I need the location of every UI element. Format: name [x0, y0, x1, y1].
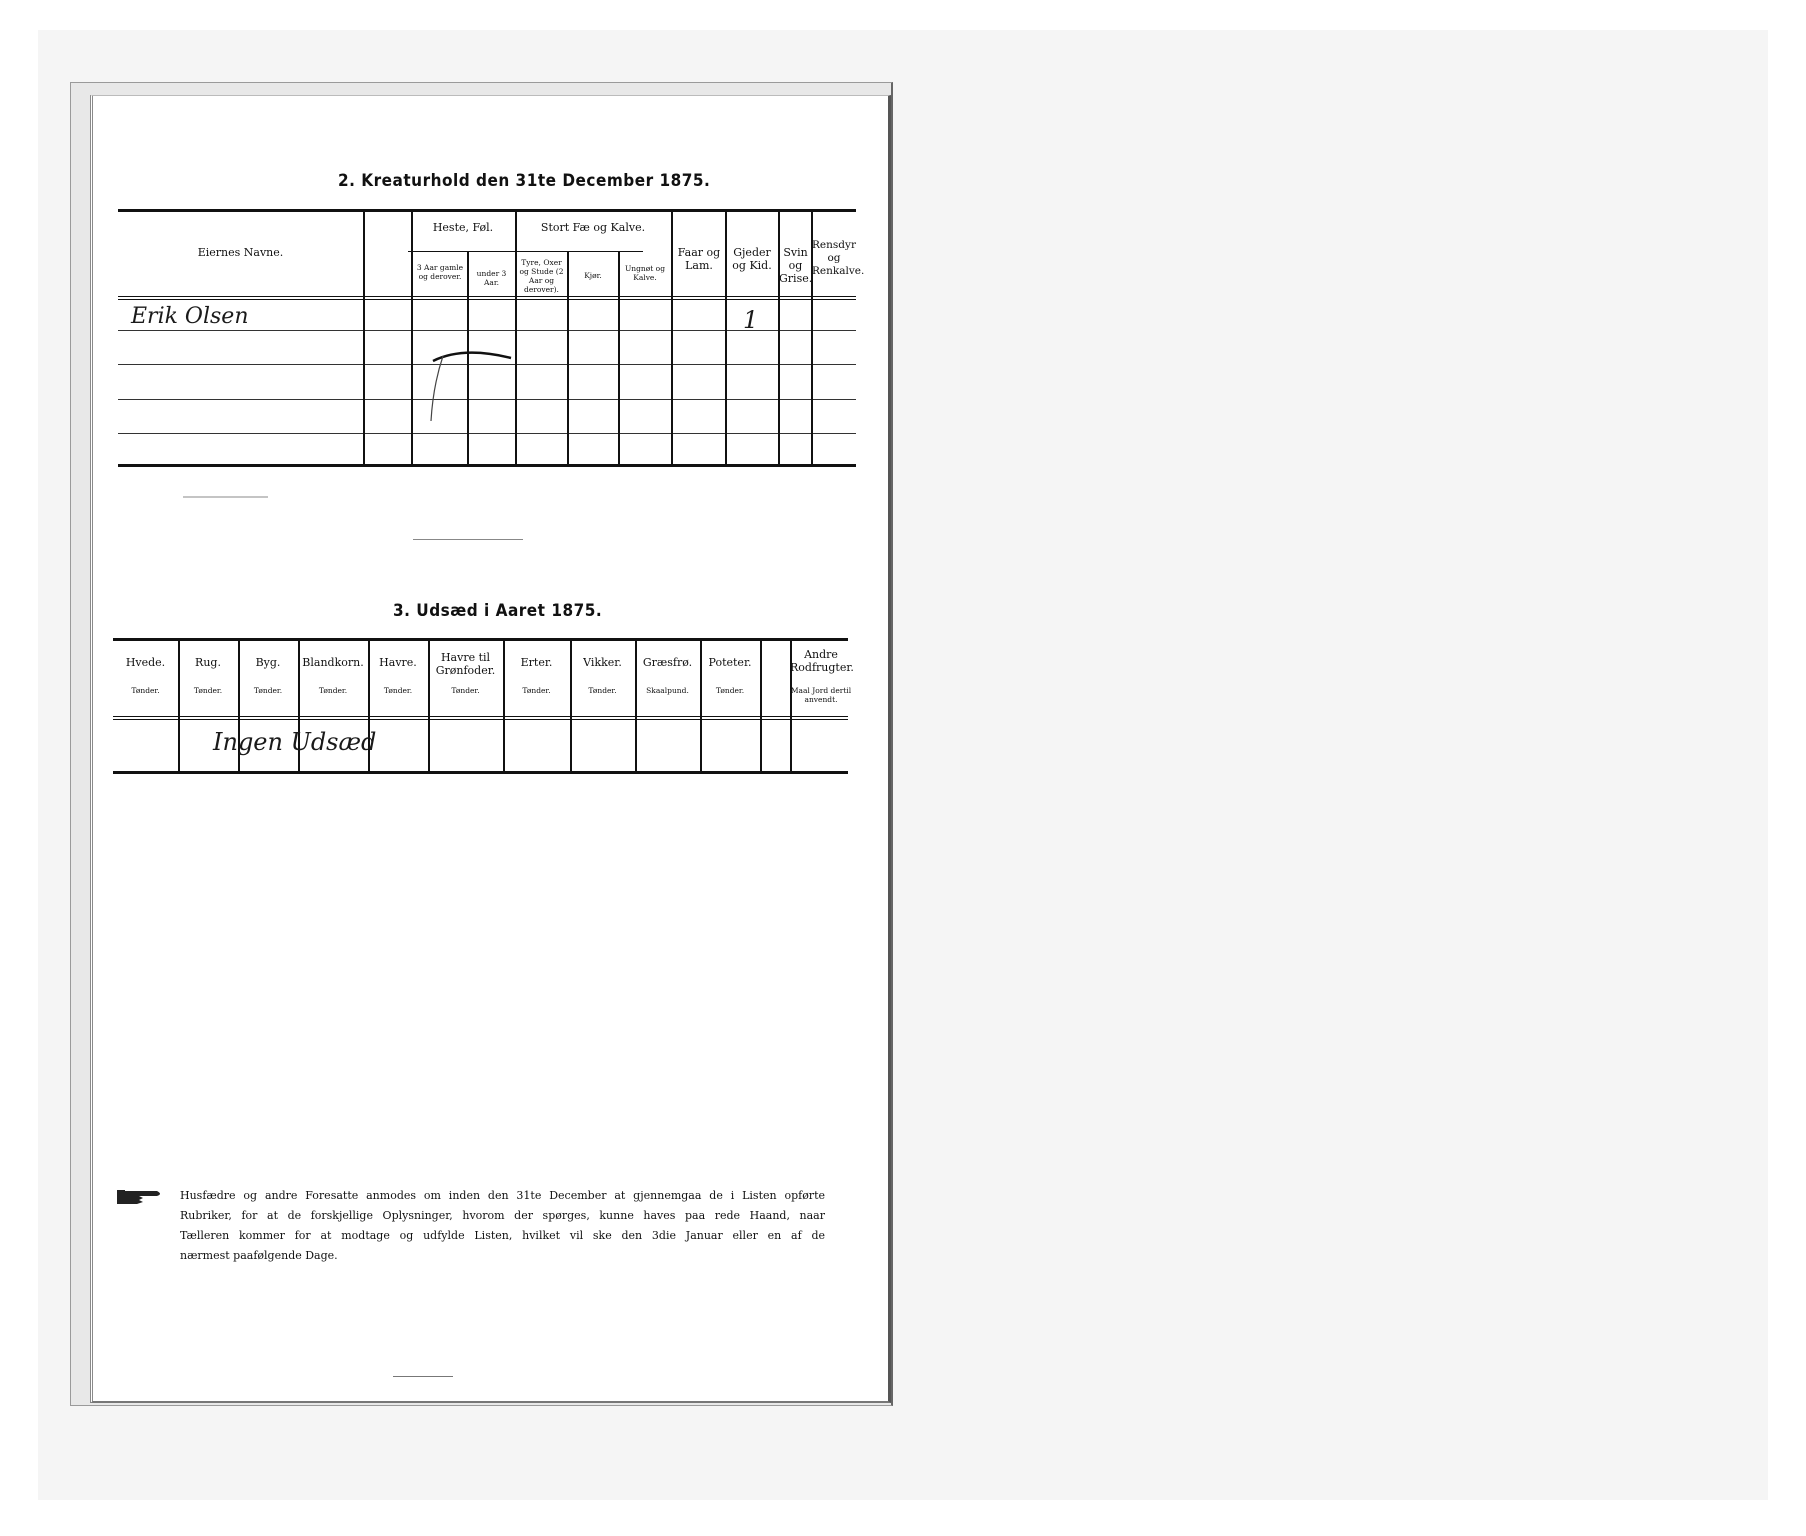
notice-line: Husfædre og andre Foresatte anmodes om inden den 31te December at gjennemgaa de i Listen opførte [180, 1189, 825, 1202]
col-green-oats: Havre til Grønfoder. [435, 651, 496, 677]
col-peas: Erter. [520, 656, 553, 669]
header-pigs: Svin og Grise. [779, 246, 813, 285]
col-grass-seed: Græsfrø. [642, 656, 693, 669]
section-2-title: 2. Kreaturhold den 31te December 1875. [338, 171, 711, 191]
col-rye-unit: Tønder. [193, 686, 223, 695]
col-wheat: Hvede. [125, 656, 166, 669]
header-owner-names: Eiernes Navne. [197, 246, 284, 259]
census-form-page [90, 95, 891, 1403]
header-horses: Heste, Føl. [432, 221, 494, 234]
header-goats: Gjeder og Kid. [732, 246, 772, 272]
col-green-oats-unit: Tønder. [451, 686, 480, 695]
pointing-hand-icon [115, 1186, 167, 1208]
header-reindeer: Rensdyr og Renkalve. [812, 239, 865, 277]
col-wheat-unit: Tønder. [131, 686, 160, 695]
col-mixed-grain: Blandkorn. [302, 656, 364, 669]
col-mixed-grain-unit: Tønder. [318, 686, 348, 695]
col-root-crops: Andre Rodfrugter. [790, 648, 854, 674]
header-sheep: Faar og Lam. [677, 246, 721, 272]
horse-dash-mark [423, 336, 523, 426]
instructions-notice [180, 1186, 825, 1266]
header-cows: Kjør. [584, 271, 602, 280]
col-peas-unit: Tønder. [522, 686, 551, 695]
header-horses-3yr: 3 Aar gamle og derover. [416, 263, 464, 281]
col-vetch-unit: Tønder. [588, 686, 617, 695]
col-barley-unit: Tønder. [253, 686, 283, 695]
col-root-crops-unit: Maal Jord dertil anvendt. [790, 686, 852, 704]
footer-rule [393, 1376, 453, 1377]
section-3-title: 3. Udsæd i Aaret 1875. [393, 601, 603, 621]
faint-mark [183, 496, 268, 498]
seed-entry-handwritten: Ingen Udsæd [213, 728, 377, 756]
header-bulls: Tyre, Oxer og Stude (2 Aar og derover). [519, 258, 564, 294]
col-potatoes: Poteter. [708, 656, 752, 669]
col-grass-seed-unit: Skaalpund. [646, 686, 689, 695]
header-young-cattle: Ungnøt og Kalve. [624, 264, 665, 282]
header-horses-under3: under 3 Aar. [476, 269, 507, 287]
col-rye: Rug. [195, 656, 221, 669]
notice-line: nærmest paafølgende Dage. [180, 1249, 338, 1262]
col-vetch: Vikker. [583, 656, 622, 669]
owner-name-entry: Erik Olsen [131, 304, 249, 329]
notice-line: Tælleren kommer for at modtage og udfylde Listen, hvilket vil ske den 3die Januar eller en af de [180, 1229, 825, 1242]
col-potatoes-unit: Tønder. [715, 686, 745, 695]
notice-line: Rubriker, for at de forskjellige Oplysninger, hvorom der spørges, kunne haves paa rede Haand, naar [180, 1209, 825, 1222]
header-cattle: Stort Fæ og Kalve. [540, 221, 646, 234]
col-barley: Byg. [255, 656, 281, 669]
pigs-count-entry: 1 [743, 306, 759, 334]
separator-rule [413, 539, 523, 540]
col-oats-unit: Tønder. [383, 686, 413, 695]
col-oats: Havre. [379, 656, 417, 669]
